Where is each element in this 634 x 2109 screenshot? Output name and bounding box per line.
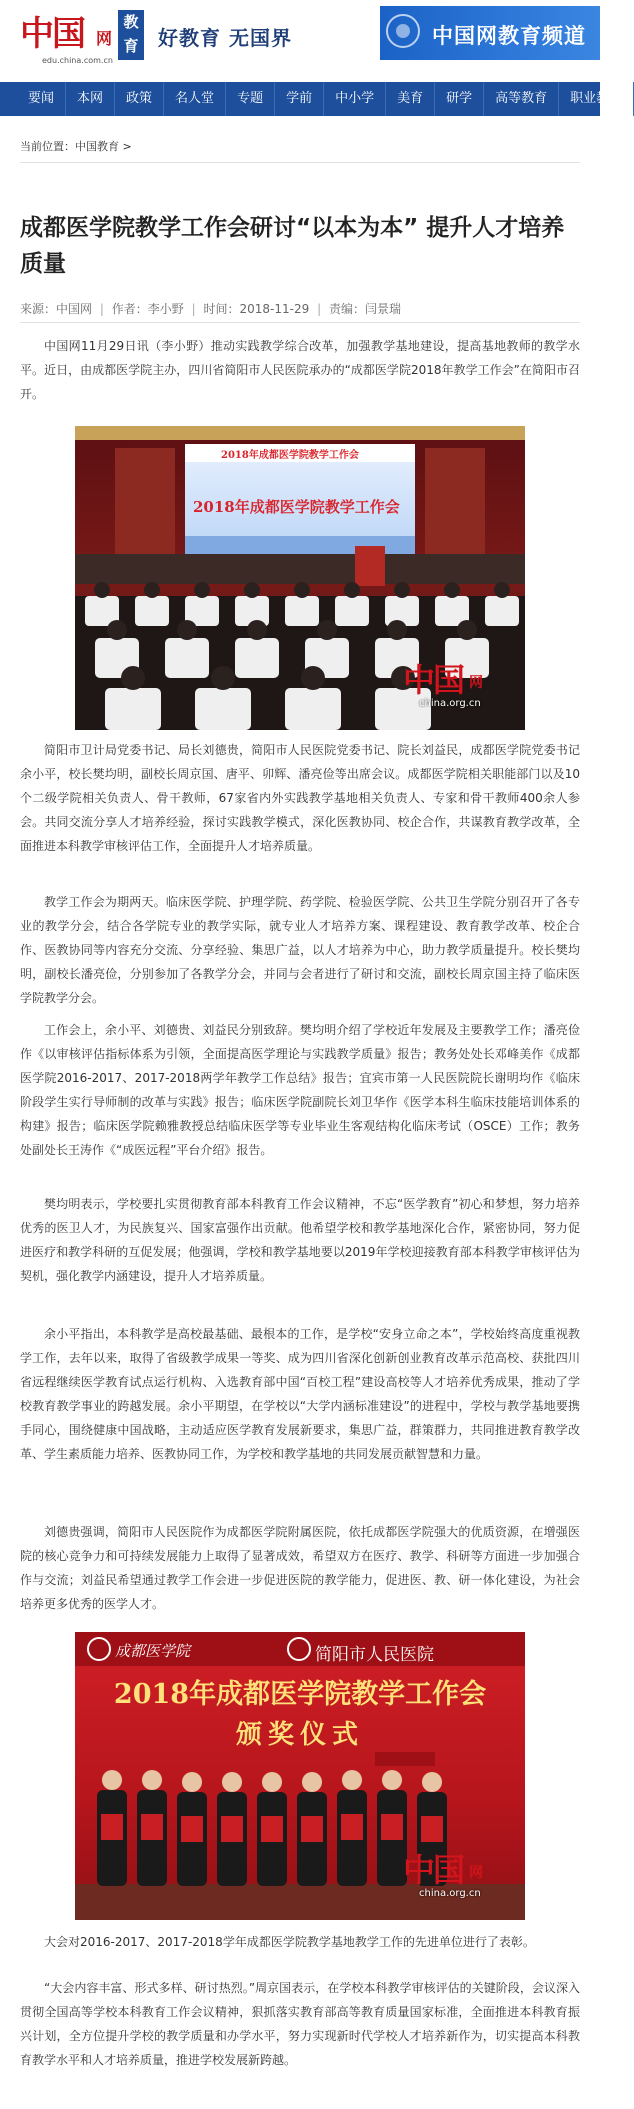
channel-banner-text: 中国网教育频道 [432,23,586,48]
banner-main: 2018年成都医学院教学工作会 [193,498,400,516]
article-paragraph: 中国网11月29日讯（李小野）推动实践教学综合改革，加强教学基地建设，提高基地教师的教学水平。近日，由成都医学院主办，四川省简阳市人民医院承办的“成都医学院2018年教学工作会”在简阳市召开。 [20,339,580,401]
conference-photo [75,426,525,730]
article-paragraph: “大会内容丰富、形式多样、研讨热烈。”周京国表示，在学校本科教学审核评估的关键阶段，会议深入贯彻全国高等学校本科教育工作会议精神，狠抓落实教育部高等教育质量国家标准，全面推进本科教育振兴计划，全方位提升学校的教学质量和办学水平，努力实现新时代学校人才培养新作为，切实提高本科教育教学水平和人才培养质量，推进学校发展新跨越。 [20,1981,580,2067]
author-value: 李小野 [147,302,184,316]
nav-item[interactable]: 学前 [275,82,324,116]
article-paragraph: 大会对2016-2017、2017-2018学年成都医学院教学基地教学工作的先进单位进行了表彰。 [44,1935,535,1949]
nav-item[interactable]: 本网 [66,82,115,116]
article-meta: 来源：中国网 | 作者：李小野 | 时间：2018-11-29 | 责编：闫景瑞 [20,302,401,316]
breadcrumb [20,138,132,154]
article-paragraph: 刘德贵强调，简阳市人民医院作为成都医学院附属医院，依托成都医学院强大的优质资源，在增强医院的核心竞争力和可持续发展能力上取得了显著成效，希望双方在医疗、教学、科研等方面进一步加强合作与交流；刘益民希望通过教学工作会进一步促进医院的教学能力，促进医、教、研一体化建设，为社会培养更多优秀的医学人才。 [20,1525,580,1611]
editor-value: 闫景瑞 [364,302,401,316]
article-paragraph: 工作会上，余小平、刘德贵、刘益民分别致辞。樊均明介绍了学校近年发展及主要教学工作；潘亮俭作《以审核评估指标体系为引领，全面提高医学理论与实践教学质量》报告；教务处处长邓峰美作《成都医学院2016-2017、2017-2018两学年教学工作总结》报告；宜宾市第一人民医院院长谢明均作《临床阶段学生实行导师制的改革与实践》报告；临床医学院副院长刘卫华作《医学本科生临床技能培训体系的构建》报告；临床医学院赖雅教授总结临床医学等专业毕业生客观结构化临床考试（OSCE）工作；教务处副处长王涛作《“成医远程”平台介绍》报告。 [20,1023,580,1157]
banner-top: 2018年成都医学院教学工作会 [221,450,359,461]
emblem-icon [386,14,420,48]
watermark-suffix: 网 [469,675,483,691]
badge-char-2: 育 [123,37,139,55]
article-paragraph: 余小平指出，本科教学是高校最基础、最根本的工作，是学校“安身立命之本”，学校始终高度重视教学工作，去年以来，取得了省级教学成果一等奖、成为四川省深化创新创业教育改革示范高校、获批四川省远程继续医学教育试点运行机构、入选教育部中国“百校工程”建设高校等人才培养优秀成果，推动了学校教育教学事业的跨越发展。余小平期望，在学校以“大学内涵标准建设”的进程中，学校与教学基地要携手同心，围绕健康中国战略，主动适应医学教育发展新要求，集思广益，群策群力，共同推进教育教学改革、学生素质能力培养、医教协同工作，为学校和教学基地的共同发展贡献智慧和力量。 [20,1327,580,1461]
site-slogan: 好教育 无国界 [158,26,292,50]
award-banner-main: 2018年成都医学院教学工作会 [113,1679,487,1710]
watermark-url: china.org.cn [419,1888,481,1899]
nav-item[interactable]: 中小学 [324,82,386,116]
china-net-watermark [403,1852,513,1908]
award-banner-sub: 颁奖仪式 [235,1720,364,1750]
logo-url: edu.china.com.cn [42,56,113,65]
school-logo-text: 成都医学院 [115,1642,191,1660]
watermark-suffix: 网 [469,1865,483,1881]
edu-channel-badge[interactable] [118,10,144,60]
divider [20,162,580,163]
article-paragraph: 简阳市卫计局党委书记、局长刘德贵，简阳市人民医院党委书记、院长刘益民，成都医学院党委书记余小平，校长樊均明，副校长周京国、唐平、卯辉、潘亮俭等出席会议。成都医学院相关职能部门以及10个二级学院相关负责人、骨干教师，67家省内外实践教学基地相关负责人、专家和骨干教师400余人参会。共同交流分享人才培养经验，探讨实践教学模式，深化医教协同、校企合作，共谋教育教学改革，全面推进本科教学审核评估工作，全面提升人才培养质量。 [20,743,580,853]
nav-list [0,82,623,116]
author-label: 作者： [111,302,148,316]
time-value: 2018-11-29 [239,302,310,316]
nav-item[interactable]: 政策 [115,82,164,116]
logo-suffix: 网 [96,29,113,48]
nav-item[interactable]: 高等教育 [484,82,559,116]
article-paragraph: 樊均明表示，学校要扎实贯彻教育部本科教育工作会议精神，不忘“医学教育”初心和梦想，努力培养优秀的医卫人才，为民族复兴、国家富强作出贡献。他希望学校和教学基地深化合作，紧密协同，努力促进医疗和教学科研的互促发展；他强调，学校和教学基地要以2019年学校迎接教育部本科教学审核评估为契机，强化教学内涵建设，提升人才培养质量。 [20,1197,580,1283]
watermark-url: china.org.cn [419,698,481,709]
main-nav [0,82,623,116]
nav-item[interactable]: 研学 [435,82,484,116]
site-header [0,0,600,80]
article-title: 成都医学院教学工作会研讨“以本为本” 提升人才培养质量 [20,215,565,277]
nav-item[interactable]: 要闻 [0,82,66,116]
source-label: 来源： [20,302,57,316]
logo-text: 中国 [20,14,84,54]
watermark-text: 中国 [403,1851,464,1889]
badge-char-1: 教 [123,13,139,31]
source-value: 中国网 [56,302,93,316]
china-net-watermark [403,662,513,718]
breadcrumb-link[interactable]: 中国教育 > [75,140,132,153]
nav-item[interactable]: 名人堂 [164,82,226,116]
article-paragraph: 教学工作会为期两天。临床医学院、护理学院、药学院、检验医学院、公共卫生学院分别召开了各专业的教学分会，结合各学院专业的教学实际，就专业人才培养方案、课程建设、教育教学改革、校企合作、医教协同等内容充分交流、分享经验、集思广益，以人才培养为中心，助力教学质量提升。校长樊均明，副校长潘亮俭，分别参加了各教学分会，并同与会者进行了研讨和交流，副校长周京国主持了临床医学院教学分会。 [20,895,580,1005]
edu-channel-banner[interactable] [380,6,600,60]
editor-label: 责编： [328,302,365,316]
breadcrumb-label: 当前位置： [20,140,75,153]
nav-item[interactable]: 美育 [386,82,435,116]
award-ceremony-photo [75,1632,525,1920]
divider [20,322,580,323]
nav-item[interactable]: 专题 [226,82,275,116]
hospital-logo-text: 简阳市人民医院 [315,1645,434,1665]
watermark-text: 中国 [403,661,464,699]
time-label: 时间： [203,302,240,316]
award-winners [97,1770,447,1886]
nav-item[interactable]: 职业教育 [559,82,634,116]
china-net-logo[interactable] [20,14,116,65]
